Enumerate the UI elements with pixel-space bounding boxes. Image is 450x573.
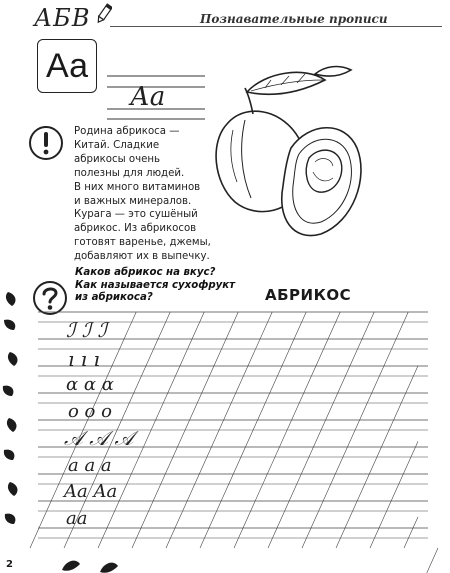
- practice-row-7: Aa Aa: [64, 481, 118, 502]
- practice-row-1: ℐ ℐ ℐ: [66, 318, 107, 342]
- letter-cursive-form: Аа: [130, 82, 166, 112]
- grid-line: [370, 441, 418, 548]
- leaf-icon: [62, 561, 80, 571]
- practice-row-4: o o o: [68, 401, 112, 422]
- logo-abv: АБВ: [34, 4, 91, 32]
- leaf-icon: [5, 514, 16, 524]
- section-title: Познавательные прописи: [200, 12, 388, 26]
- grid-line: [418, 548, 438, 573]
- fact-paragraph: Родина абрикоса — Китай. Сладкие абрикосы очень полезны для людей. В них много витаминов и важных минералов. Курага — это сушёный абрикос. Из абрикосов готовят варенье, джемы, добавляют их в выпечку.: [74, 126, 211, 263]
- leaf-border-bottom: [60, 556, 150, 573]
- practice-row-8: aa: [66, 508, 88, 529]
- leaf-icon: [100, 563, 118, 573]
- leaf-border: [0, 290, 28, 573]
- leaf-icon: [4, 450, 15, 460]
- leaf-icon: [8, 352, 18, 366]
- leaf-icon: [6, 292, 16, 306]
- leaf-icon: [8, 482, 18, 496]
- leaf-icon: [3, 386, 14, 396]
- leaf-icon: [7, 418, 17, 432]
- question-text: Каков абрикос на вкус? Как называется сухофрукт из абрикоса?: [75, 267, 236, 303]
- practice-row-3: α α α: [66, 374, 114, 395]
- letter-print-form: Аа: [46, 46, 88, 85]
- grid-line: [404, 517, 418, 548]
- practice-row-6: a a a: [68, 455, 112, 476]
- practice-word: АБРИКОС: [265, 286, 352, 304]
- practice-row-2: ı ı ı: [68, 347, 100, 371]
- page-number: 2: [6, 559, 13, 570]
- leaf-icon: [4, 320, 15, 330]
- practice-row-5: 𝒜 𝒜 𝒜: [64, 426, 134, 450]
